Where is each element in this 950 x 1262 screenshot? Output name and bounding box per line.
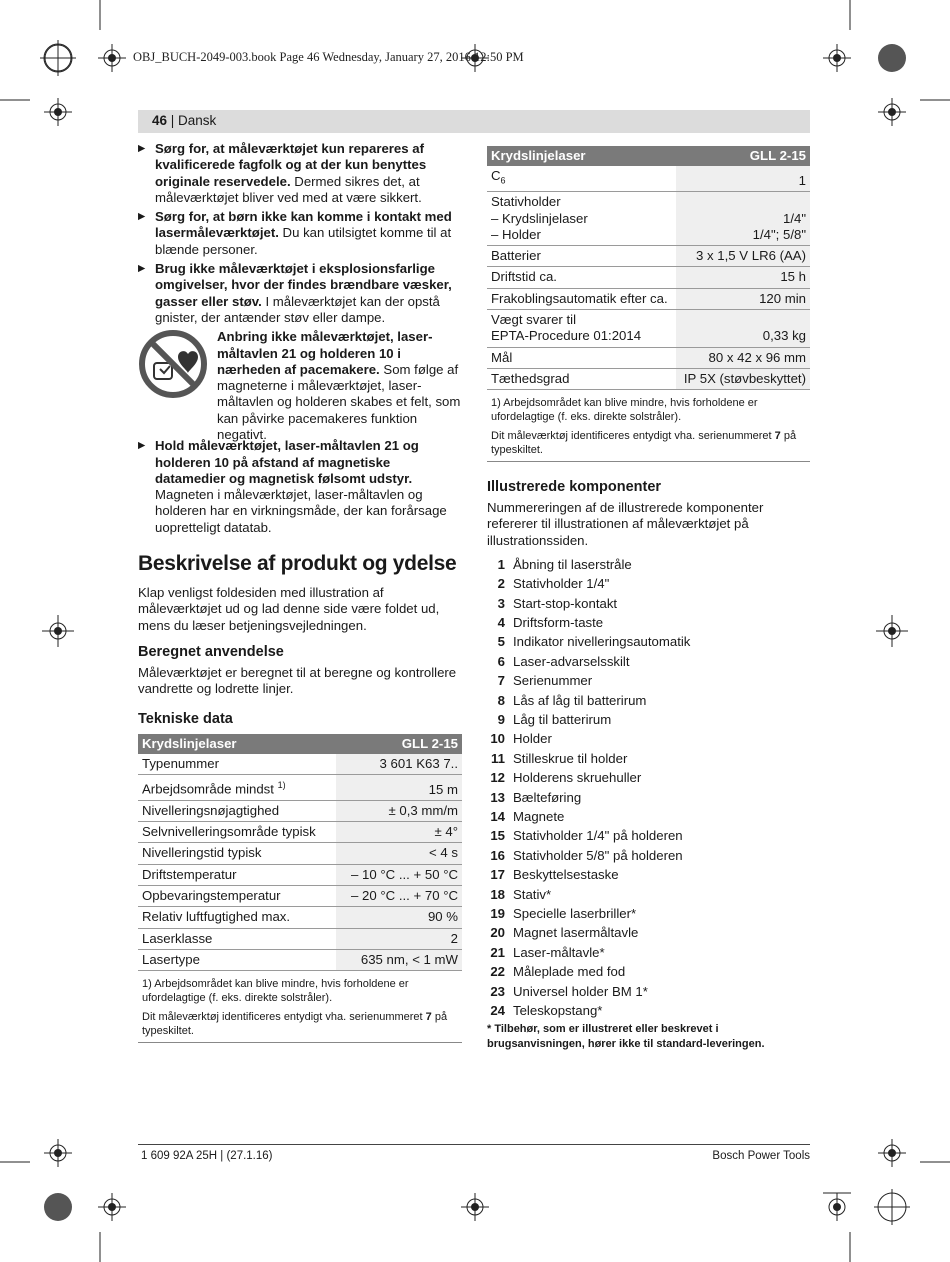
footnote: Dit måleværktøj identificeres entydigt vha. serienummeret 7 på typeskiltet. xyxy=(491,429,797,456)
warning-list xyxy=(138,141,462,326)
warning-item: ▶ Brug ikke måleværktøjet i eksplosionsfarlige omgivelser, hvor der findes brændbare væsker, gasser eller støv. I måleværktøjet kan der opstå gnister, der antænder støv eller dampe. xyxy=(138,261,462,326)
footer-brand: Bosch Power Tools xyxy=(712,1150,810,1162)
table-row: Laserklasse 2 xyxy=(138,928,462,949)
table-row: $C_6$ 1 xyxy=(487,166,810,191)
warning-item: ▶ Hold måleværktøjet, laser-måltavlen 21 og holderen 10 på afstand af magnetiske datamedier og magnetisk følsomt udstyr. Magneten i måleværktøjet, laser-måltavlen og holderen har en virkningsmåde, der kan forårsage uopretteligt datatab. xyxy=(138,438,462,536)
right-column xyxy=(487,146,810,1051)
list-item: 24 Teleskopstang* xyxy=(490,1002,603,1018)
components-list xyxy=(487,555,810,1020)
page-footer xyxy=(138,1144,810,1162)
warning-item: ▶ Sørg for, at måleværktøjet kun repareres af kvalificerede fagfolk og at der kun benyttes originale reservedele. Dermed sikres det, at måleværktøjet bliver ved med at være sikkert. xyxy=(138,141,462,206)
table-row: Opbevaringstemperatur – 20 °C ... + 70 °C xyxy=(138,886,462,907)
table-row: Nivelleringsnøjagtighed ± 0,3 mm/m xyxy=(138,800,462,821)
list-item: 13 Bælteføring xyxy=(490,789,582,805)
page-number: 46 xyxy=(152,113,168,128)
table-header-row: Krydslinjelaser GLL 2-15 xyxy=(487,146,810,166)
list-item: 1 Åbning til laserstråle xyxy=(497,556,632,572)
footer-doc-number: 1 609 92A 25H | (27.1.16) xyxy=(141,1150,273,1162)
left-column xyxy=(138,141,462,1043)
list-item: 17 Beskyttelsestaske xyxy=(490,867,619,883)
table-row: Lasertype 635 nm, < 1 mW xyxy=(138,949,462,970)
page-header-bar xyxy=(138,110,810,133)
tech-heading: Tekniske data xyxy=(138,710,233,727)
list-item: 7 Serienummer xyxy=(497,673,593,689)
components-intro: Nummereringen af de illustrerede komponenter refererer til illustrationen af måleværktøjet på illustrationssiden. xyxy=(487,500,764,548)
tech-table-left xyxy=(138,734,462,972)
page-header: 46 | Dansk xyxy=(152,113,217,128)
pacemaker-text: Anbring ikke måleværktøjet, laser-måltavlen 21 og holderen 10 i nærheden af pacemakere. Som følge af magneterne i måleværktøjet, laser-måltavlen og holderen skabes et felt, som kan påvirke pacemakeres funktion negativt. xyxy=(217,329,461,443)
list-item: 18 Stativ* xyxy=(490,886,552,902)
list-item: 19 Specielle laserbriller* xyxy=(490,905,637,921)
components-heading: Illustrerede komponenter xyxy=(487,479,662,496)
table-row: Driftstemperatur – 10 °C ... + 50 °C xyxy=(138,864,462,885)
section-name: Dansk xyxy=(178,113,217,128)
print-slug: OBJ_BUCH-2049-003.book Page 46 Wednesday, January 27, 2016 12:50 PM xyxy=(133,50,524,64)
tech-table-right xyxy=(487,146,810,390)
table-row: Vægt svarer til EPTA-Procedure 01:2014 0,33 kg xyxy=(487,310,810,348)
footnote: Dit måleværktøj identificeres entydigt vha. serienummeret 7 på typeskiltet. xyxy=(142,1010,448,1037)
table-row: Nivelleringstid typisk < 4 s xyxy=(138,843,462,864)
list-item: 5 Indikator nivelleringsautomatik xyxy=(497,634,691,650)
list-item: 10 Holder xyxy=(490,731,552,747)
table-footnotes-left xyxy=(138,971,462,1043)
section-intro: Klap venligst foldesiden med illustration af måleværktøjet ud og lad denne side være foldet ud, mens du læser betjeningsvejledningen. xyxy=(138,585,440,633)
table-row: Frakoblingsautomatik efter ca. 120 min xyxy=(487,288,810,309)
list-item: 22 Måleplade med fod xyxy=(490,964,626,980)
table-row: Stativholder – Krydslinjelaser – Holder 1/4" 1/4"; 5/8" xyxy=(487,192,810,246)
no-pacemaker-icon xyxy=(138,329,208,399)
list-item: 3 Start-stop-kontakt xyxy=(497,595,618,611)
warning-list-2 xyxy=(138,438,462,536)
list-item: 16 Stativholder 5/8" på holderen xyxy=(490,847,683,863)
section-title: Beskrivelse af produkt og ydelse xyxy=(138,552,457,576)
footnote: 1) Arbejdsområdet kan blive mindre, hvis forholdene er ufordelagtige (f. eks. direkte solstråler). xyxy=(142,978,409,1005)
footnote: 1) Arbejdsområdet kan blive mindre, hvis forholdene er ufordelagtige (f. eks. direkte solstråler). xyxy=(491,397,758,424)
list-item: 9 Låg til batterirum xyxy=(497,712,612,728)
list-item: 12 Holderens skruehuller xyxy=(490,770,642,786)
table-row: Mål 80 x 42 x 96 mm xyxy=(487,347,810,368)
usage-heading: Beregnet anvendelse xyxy=(138,643,284,660)
table-row: Tæthedsgrad IP 5X (støvbeskyttet) xyxy=(487,368,810,389)
table-footnotes-right xyxy=(487,390,810,462)
list-item: 6 Laser-advarselsskilt xyxy=(497,653,630,669)
table-row: Relativ luftfugtighed max. 90 % xyxy=(138,907,462,928)
table-row: Arbejdsområde mindst $^{1)}$ 15 m xyxy=(138,775,462,801)
list-item: 2 Stativholder 1/4" xyxy=(497,576,610,592)
table-row: Batterier 3 x 1,5 V LR6 (AA) xyxy=(487,246,810,267)
list-item: 8 Lås af låg til batterirum xyxy=(497,692,647,708)
table-row: Selvnivelleringsområde typisk ± 4° xyxy=(138,822,462,843)
usage-text: Måleværktøjet er beregnet til at beregne og kontrollere vandrette og lodrette linjer. xyxy=(138,664,457,697)
list-item: 14 Magnete xyxy=(490,808,565,824)
table-row: Driftstid ca. 15 h xyxy=(487,267,810,288)
pacemaker-warning xyxy=(138,329,462,443)
list-item: 11 Stilleskrue til holder xyxy=(491,750,628,766)
list-item: 15 Stativholder 1/4" på holderen xyxy=(490,828,683,844)
components-note: * Tilbehør, som er illustreret eller beskrevet i brugsanvisningen, hører ikke til standard-leveringen. xyxy=(487,1023,765,1050)
list-item: 4 Driftsform-taste xyxy=(497,615,604,631)
table-header-row: Krydslinjelaser GLL 2-15 xyxy=(138,734,462,754)
warning-item: ▶ Sørg for, at børn ikke kan komme i kontakt med lasermåleværktøjet. Du kan utilsigtet komme til at blænde personer. xyxy=(138,209,462,258)
list-item: 21 Laser-måltavle* xyxy=(490,944,605,960)
list-item: 23 Universel holder BM 1* xyxy=(490,983,648,999)
table-row: Typenummer 3 601 K63 7.. xyxy=(138,754,462,775)
list-item: 20 Magnet lasermåltavle xyxy=(490,925,639,941)
